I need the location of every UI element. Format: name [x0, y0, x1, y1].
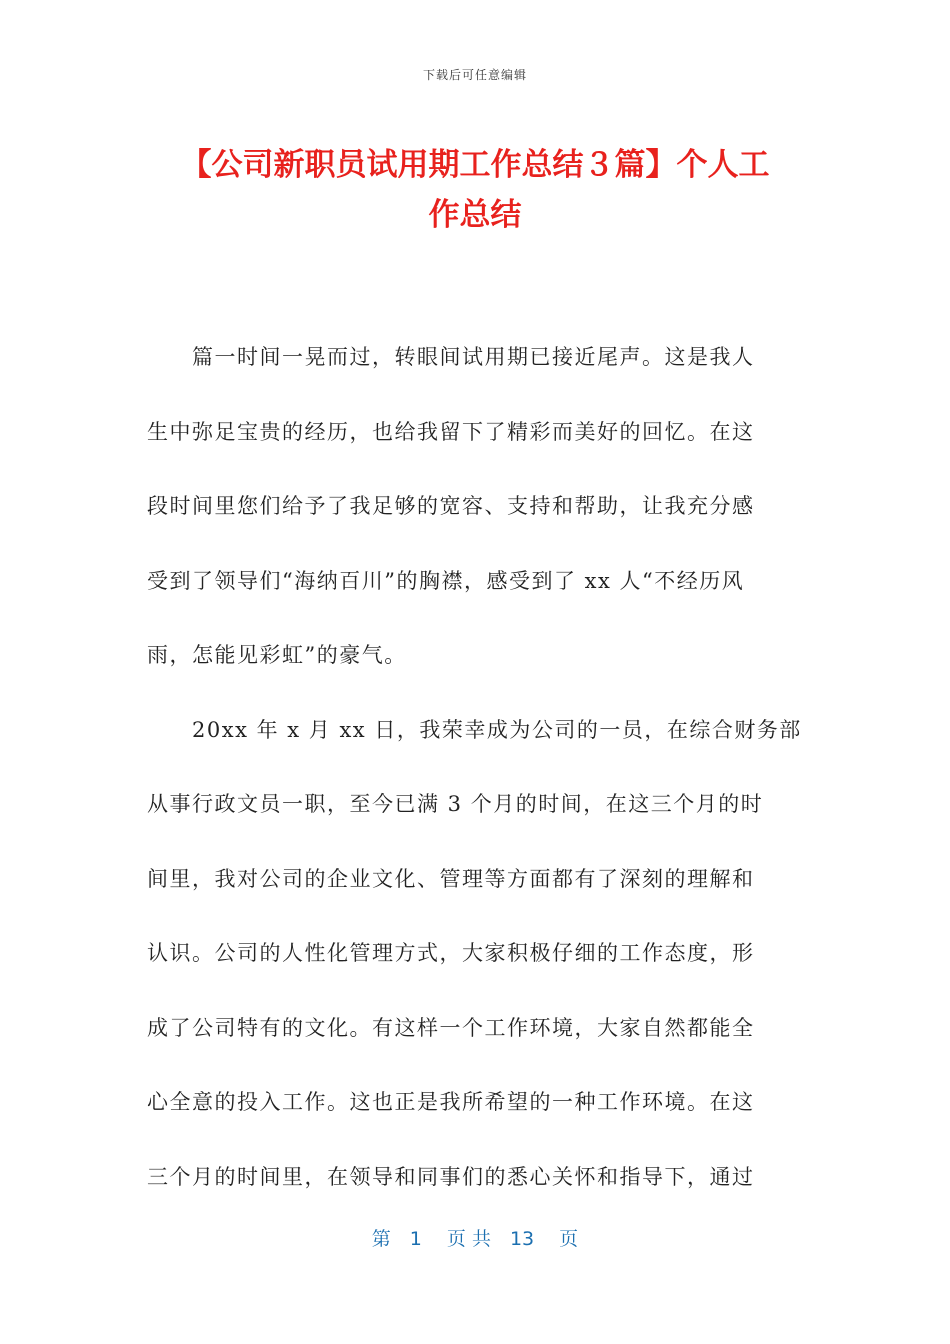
- text-line: 间里，我对公司的企业文化、管理等方面都有了深刻的理解和: [147, 866, 755, 891]
- text-line: 心全意的投入工作。这也正是我所希望的一种工作环境。在这: [147, 1090, 755, 1114]
- page-footer: 第 1 页 共 13 页: [371, 1228, 579, 1250]
- paragraph: [147, 320, 807, 693]
- title-line: 【公司新职员试用期工作总结３篇】个人工: [180, 147, 770, 183]
- text-line: 20xx 年 x 月 xx 日，我荣幸成为公司的一员，在综合财务部: [147, 717, 802, 742]
- text-line: 段时间里您们给予了我足够的宽容、支持和帮助，让我充分感: [147, 494, 755, 518]
- document-body: [147, 320, 807, 1214]
- text-line: 雨，怎能见彩虹”的豪气。: [147, 643, 407, 667]
- text-line: 生中弥足宝贵的经历，也给我留下了精彩而美好的回忆。在这: [147, 419, 755, 444]
- header-note: 下载后可任意编辑: [422, 68, 527, 82]
- text-line: 成了公司特有的文化。有这样一个工作环境，大家自然都能全: [147, 1015, 755, 1040]
- text-line: 三个月的时间里，在领导和同事们的悉心关怀和指导下，通过: [147, 1164, 755, 1189]
- text-line: 认识。公司的人性化管理方式，大家积极仔细的工作态度，形: [147, 941, 755, 965]
- text-line: 从事行政文员一职，至今已满 3 个月的时间，在这三个月的时: [147, 792, 764, 816]
- text-line: 篇一时间一晃而过，转眼间试用期已接近尾声。这是我人: [147, 345, 755, 369]
- document-title: [130, 140, 820, 240]
- paragraph: [147, 693, 807, 1215]
- text-line: 受到了领导们“海纳百川”的胸襟，感受到了 xx 人“不经历风: [147, 568, 745, 593]
- title-line: 作总结: [428, 197, 522, 233]
